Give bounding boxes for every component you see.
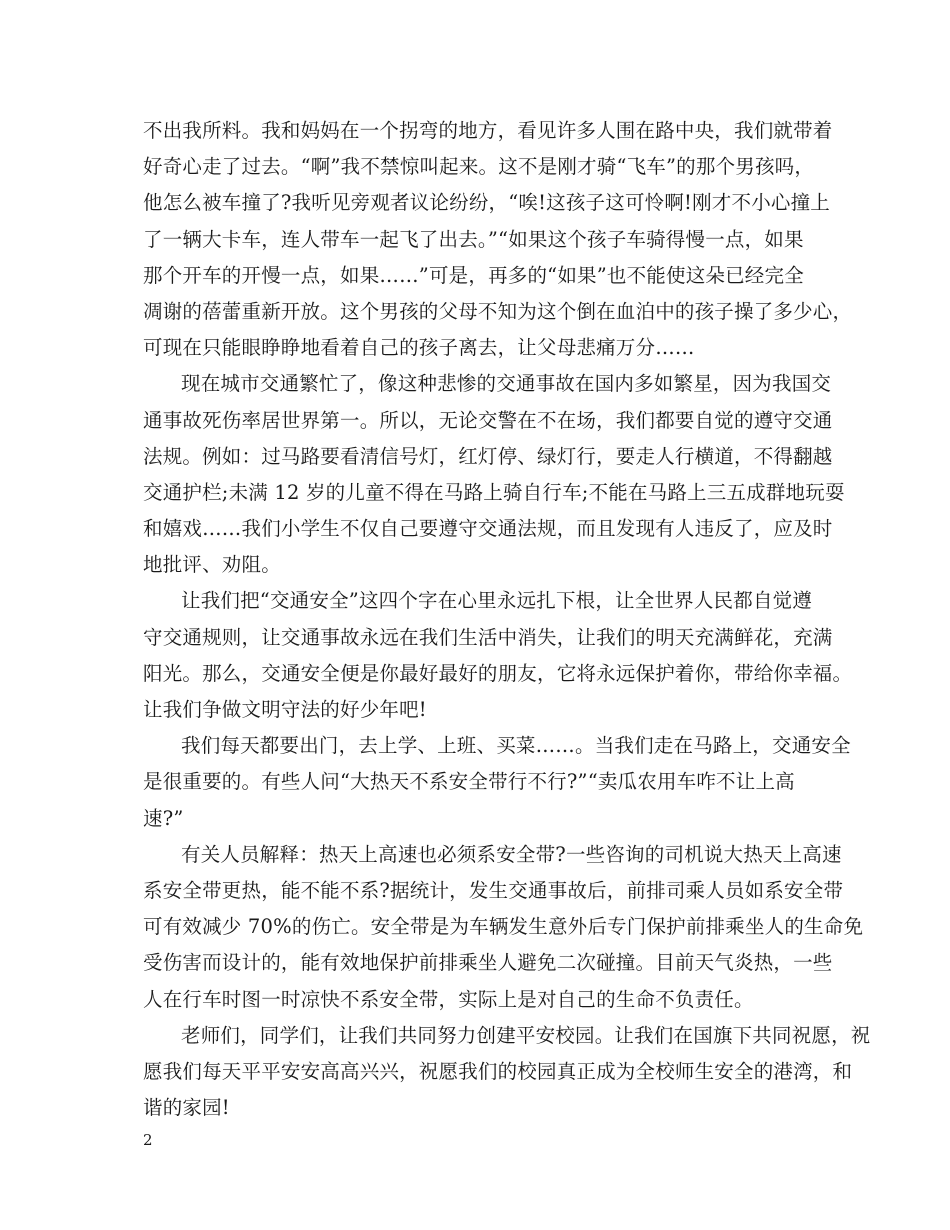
text-line: 凋谢的蓓蕾重新开放。这个男孩的父母不知为这个倒在血泊中的孩子操了多少心， xyxy=(143,299,853,323)
text-line: 他怎么被车撞了?我听见旁观者议论纷纷，“唉!这孩子这可怜啊!刚才不小心撞上 xyxy=(143,191,830,215)
text-line: 好奇心走了过去。“啊”我不禁惊叫起来。这不是刚才骑“飞车”的那个男孩吗， xyxy=(143,155,815,179)
text-line: 受伤害而设计的，能有效地保护前排乘坐人避免二次碰撞。目前天气炎热，一些 xyxy=(143,951,833,975)
text-line: 通事故死伤率居世界第一。所以，无论交警在不在场，我们都要自觉的遵守交通 xyxy=(143,408,833,432)
body-text xyxy=(143,113,871,1126)
text-line: 那个开车的开慢一点，如果……”可是，再多的“如果”也不能使这朵已经完全 xyxy=(143,263,804,287)
text-line: 了一辆大卡车，连人带车一起飞了出去。”“如果这个孩子车骑得慢一点，如果 xyxy=(143,227,804,251)
text-line: 现在城市交通繁忙了，像这种悲惨的交通事故在国内多如繁星，因为我国交 xyxy=(181,372,832,396)
text-line: 法规。例如：过马路要看清信号灯，红灯停、绿灯行，要走人行横道，不得翻越 xyxy=(143,444,833,468)
text-line: 我们每天都要出门，去上学、上班、买菜……。当我们走在马路上，交通安全 xyxy=(181,734,851,758)
text-line: 愿我们每天平平安安高高兴兴，祝愿我们的校园真正成为全校师生安全的港湾，和 xyxy=(143,1059,853,1083)
text-line: 让我们把“交通安全”这四个字在心里永远扎下根，让全世界人民都自觉遵 xyxy=(181,589,813,613)
page-number: 2 xyxy=(143,1131,153,1149)
text-line: 交通护栏;未满 12 岁的儿童不得在马路上骑自行车;不能在马路上三五成群地玩耍 xyxy=(143,480,845,504)
text-line: 有关人员解释：热天上高速也必须系安全带?一些咨询的司机说大热天上高速 xyxy=(181,842,842,866)
text-line: 守交通规则，让交通事故永远在我们生活中消失，让我们的明天充满鲜花，充满 xyxy=(143,625,833,649)
text-line: 让我们争做文明守法的好少年吧! xyxy=(143,698,427,721)
text-line: 速?” xyxy=(143,806,184,830)
text-line: 不出我所料。我和妈妈在一个拐弯的地方，看见许多人围在路中央，我们就带着 xyxy=(143,119,833,142)
text-line: 系安全带更热，能不能不系?据统计，发生交通事故后，前排司乘人员如系安全带 xyxy=(143,878,844,902)
text-line: 谐的家园! xyxy=(143,1096,230,1120)
text-line: 老师们，同学们，让我们共同努力创建平安校园。让我们在国旗下共同祝愿，祝 xyxy=(181,1023,871,1047)
text-line: 阳光。那么，交通安全便是你最好最好的朋友，它将永远保护着你，带给你幸福。 xyxy=(143,661,853,685)
text-line: 地批评、劝阻。 xyxy=(143,553,281,577)
text-line: 是很重要的。有些人问“大热天不系安全带行不行?”“卖瓜农用车咋不让上高 xyxy=(143,770,795,794)
text-line: 可现在只能眼睁睁地看着自己的孩子离去，让父母悲痛万分…… xyxy=(143,336,695,360)
text-line: 人在行车时图一时凉快不系安全带，实际上是对自己的生命不负责任。 xyxy=(143,987,754,1011)
text-line: 和嬉戏……我们小学生不仅自己要遵守交通法规，而且发现有人违反了，应及时 xyxy=(143,517,833,541)
text-line: 可有效减少 70%的伤亡。安全带是为车辆发生意外后专门保护前排乘坐人的生命免 xyxy=(143,915,864,939)
